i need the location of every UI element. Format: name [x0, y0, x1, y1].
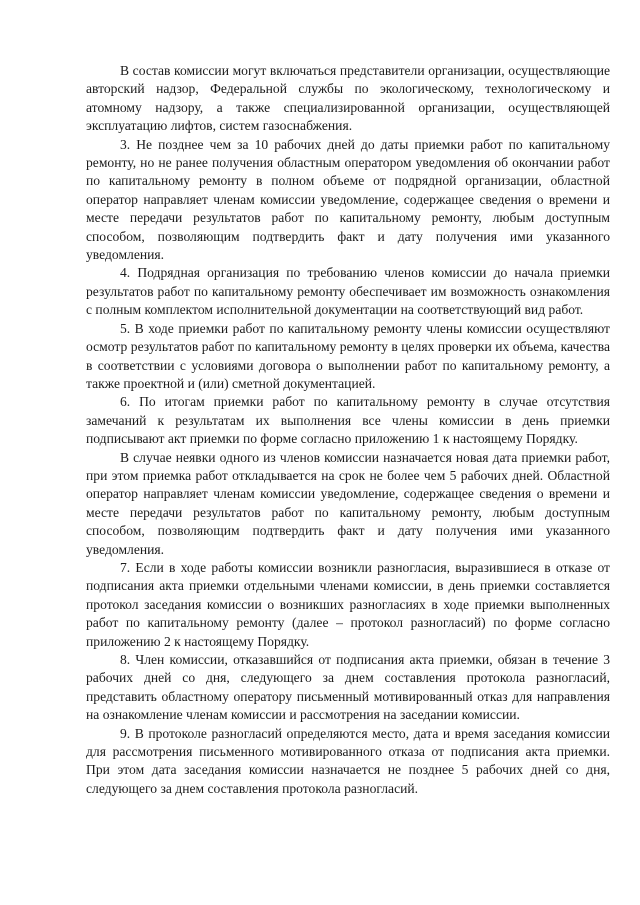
paragraph-9-protocol: 9. В протоколе разногласий определяются место, дата и время заседания комиссии для рассмотрения письменного мотивированного отказа от подписания акта приемки. При этом дата заседания комиссии назначается не позднее 5 рабочих дней со дня, следующего за днем составления протокола разногласий.	[86, 725, 610, 796]
paragraph-absence-new-date: В случае неявки одного из членов комиссии назначается новая дата приемки работ, при этом приемка работ откладывается на срок не более чем 5 рабочих дней. Областной оператор направляет членам комиссии уведомление, содержащее сведения о времени и месте передачи результатов работ по капитальному ремонту, любым доступным способом, позволяющим подтвердить факт и дату получения ими указанного уведомления.	[86, 449, 610, 557]
document-page	[86, 62, 610, 798]
paragraph-4-documentation: 4. Подрядная организация по требованию членов комиссии до начала приемки результатов работ по капитальному ремонту обеспечивает им возможность ознакомления с полным комплектом исполнительной документации на соответствующий вид работ.	[86, 265, 610, 318]
paragraph-6-acceptance-act: 6. По итогам приемки работ по капитальному ремонту в случае отсутствия замечаний к результатам их выполнения все члены комиссии в день приемки подписывают акт приемки по форме согласно приложению 1 к настоящему Порядку.	[86, 394, 610, 447]
paragraph-5-inspection: 5. В ходе приемки работ по капитальному ремонту члены комиссии осуществляют осмотр результатов работ по капитальному ремонту в целях проверки их объема, качества в соответствии с условиями договора о выполнении работ по капитальному ремонту, а также проектной и (или) сметной документацией.	[86, 320, 610, 391]
paragraph-commission-composition: В состав комиссии могут включаться представители организации, осуществляющие авторский надзор, Федеральной службы по экологическому, технологическому и атомному надзору, а также специализированной организации, осуществляющей эксплуатацию лифтов, систем газоснабжения.	[86, 63, 610, 134]
paragraph-8-refusal: 8. Член комиссии, отказавшийся от подписания акта приемки, обязан в течение 3 рабочих дней со дня, следующего за днем составления протокола разногласий, представить областному оператору письменный мотивированный отказ для направления на ознакомление членам комиссии и рассмотрения на заседании комиссии.	[86, 652, 610, 723]
paragraph-7-disagreements: 7. Если в ходе работы комиссии возникли разногласия, выразившиеся в отказе от подписания акта приемки отдельными членами комиссии, в день приемки составляется протокол заседания комиссии о возникших разногласиях в ходе приемки выполненных работ по капитальному ремонту (далее – протокол разногласий) по форме согласно приложению 2 к настоящему Порядку.	[86, 559, 610, 649]
paragraph-3-notification: 3. Не позднее чем за 10 рабочих дней до даты приемки работ по капитальному ремонту, но не ранее получения областным оператором уведомления об окончании работ по капитальному ремонту в полном объеме от подрядной организации, областной оператор направляет членам комиссии уведомление, содержащее сведения о времени и месте передачи результатов работ по капитальному ремонту, любым доступным способом, позволяющим подтвердить факт и дату получения ими указанного уведомления.	[86, 136, 610, 263]
